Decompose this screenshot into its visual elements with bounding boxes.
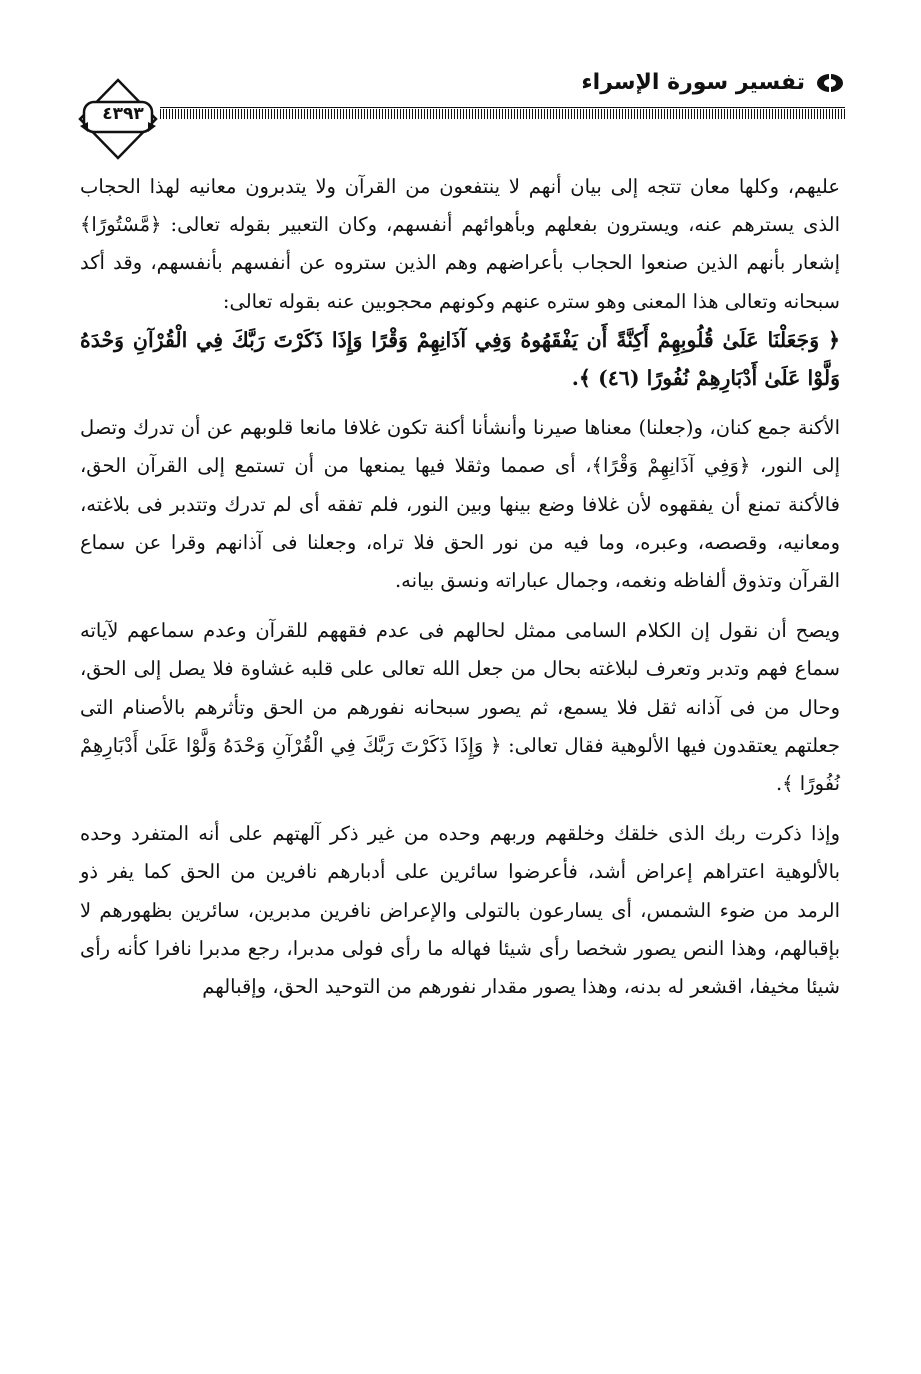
page-header	[60, 60, 845, 170]
paragraph-3: ويصح أن نقول إن الكلام السامى ممثل لحالهم فى عدم فقههم للقرآن وعدم سماعهم لآياته سماع فهم وتدبر وتعرف لبلاغته بحال من جعل الله تعالى على قلبه غشاوة فلا يصل إلى الحق، وحال من فى آذانه ثقل فلا يسمع، ثم يصور سبحانه نفورهم من الحق وتأثرهم بالأصنام التى جعلتهم يعتقدون فيها الألوهية فقال تعالى: ﴿ وَإِذَا ذَكَرْتَ رَبَّكَ فِي الْقُرْآنِ وَحْدَهُ وَلَّوْا عَلَىٰ أَدْبَارِهِمْ نُفُورًا ﴾.	[80, 619, 840, 796]
header-rule	[160, 109, 845, 119]
page-number-badge	[78, 78, 158, 160]
page-number: ٤٣٩٣	[102, 104, 144, 124]
header-rule-line	[160, 107, 845, 108]
paragraph-2: الأكنة جمع كنان، و(جعلنا) معناها صيرنا وأنشأنا أكنة تكون غلافا مانعا قلوبهم عن أن تدرك وتصل إلى النور، ﴿وَفِي آذَانِهِمْ وَقْرًا﴾، أى صمما وثقلا فيها يمنعها من أن تستمع إلى القرآن الحق، فالأكنة تمنع أن يفقهوه لأن غلافا وضع بينها وبين النور، فلم تفقه أى لم تدرك وتتدبر فى بلاغته، ومعانيه، وقصصه، وعبره، وما فيه من نور الحق فلا تراه، وجعلنا فى آذانهم وقرا عن سماع القرآن وتذوق ألفاظه ونغمه، وجمال عباراته ونسق بيانه.	[80, 416, 840, 593]
title-ornament-icon	[815, 72, 845, 94]
paragraph-4: وإذا ذكرت ربك الذى خلقك وخلقهم وربهم وحده من غير ذكر آلهتهم على أنه المتفرد وحده بالألوهية اعتراهم إعراض أشد، فأعرضوا سائرين على أدبارهم نافرين من الحق كما يفر ذو الرمد من ضوء الشمس، أى يسارعون بالتولى والإعراض نافرين مدبرين، سائرين بظهورهم لا بإقبالهم، وهذا النص يصور شخصا رأى شيئا فهاله ما رأى فولى مدبرا، رجع مدبرا نافرا كأنه رأى شيئا مخيفا، اقشعر له بدنه، وهذا يصور مقدار نفورهم من التوحيد الحق، وإقبالهم	[80, 822, 840, 999]
body-text	[80, 168, 840, 1006]
quran-verse: ﴿ وَجَعَلْنَا عَلَىٰ قُلُوبِهِمْ أَكِنَّةً أَن يَفْقَهُوهُ وَفِي آذَانِهِمْ وَقْرًا وَإِذَا ذَكَرْتَ رَبَّكَ فِي الْقُرْآنِ وَحْدَهُ وَلَّوْا عَلَىٰ أَدْبَارِهِمْ نُفُورًا (٤٦) ﴾.	[80, 327, 840, 391]
paragraph-1: عليهم، وكلها معان تتجه إلى بيان أنهم لا ينتفعون من القرآن ولا يتدبرون معانيه لهذا الحجاب الذى يسترهم عنه، ويسترون بفعلهم وبأهوائهم أنفسهم، وكان التعبير بقوله تعالى: ﴿مَّسْتُورًا﴾ إشعار بأنهم الذين صنعوا الحجاب بأعراضهم وهم الذين ستروه عن أنفسهم بأنفسهم، وقد أكد سبحانه وتعالى هذا المعنى وهو ستره عنهم وكونهم محجوبين عنه بقوله تعالى:	[80, 175, 840, 313]
page-title: تفسير سورة الإسراء	[581, 70, 805, 95]
